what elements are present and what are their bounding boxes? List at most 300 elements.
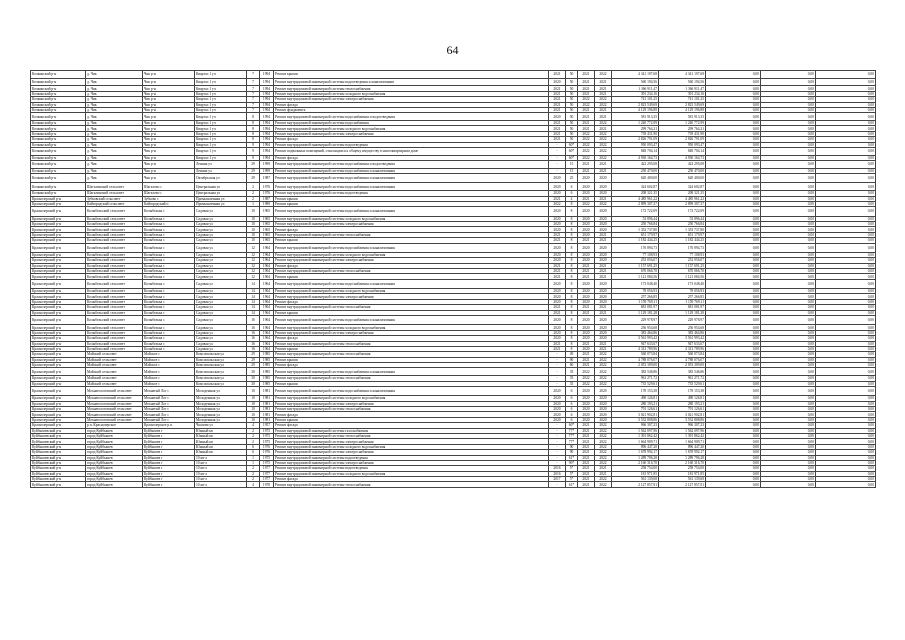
table-cell: 0,00: [706, 401, 761, 406]
table-cell: 8: [566, 289, 578, 294]
table-cell: 0,00: [706, 407, 761, 412]
table-cell: Садовая ул: [195, 258, 247, 263]
table-cell: 8: [566, 341, 578, 346]
table-cell: 0,00: [761, 142, 816, 147]
table-cell: 2021: [578, 78, 595, 86]
table-cell: 1981: [260, 386, 274, 395]
table-cell: 1977: [260, 471, 274, 476]
table-cell: 1987: [260, 196, 274, 201]
table-cell: Ремонт внутридомовой инженерной системы электроснабжения: [274, 460, 549, 465]
table-cell: 50: [566, 86, 578, 91]
table-cell: город Куйбышев: [86, 471, 143, 476]
table-cell: Майское с: [143, 363, 195, 368]
table-cell: 670 066,70: [612, 269, 659, 274]
table-cell: Ремонт внутридомовой инженерной системы теплоснабжения: [274, 305, 549, 310]
table-cell: д. Чик: [86, 174, 143, 183]
table-cell: 0,00: [761, 243, 816, 252]
table-cell: 0,00: [816, 305, 876, 310]
table-cell: Ремонт внутридомовой инженерной системы холодного водоснабжения: [274, 216, 549, 221]
table-cell: 0,00: [706, 450, 761, 455]
table-cell: Садовая ул: [195, 227, 247, 232]
table-cell: Садовая ул: [195, 252, 247, 257]
table-cell: Мохнатый Лог с: [143, 396, 195, 401]
table-cell: 8: [566, 252, 578, 257]
table-cell: 29: [247, 363, 260, 368]
table-cell: 50: [566, 113, 578, 121]
table-cell: Куйбышев г: [143, 466, 195, 471]
table-cell: 14: [247, 299, 260, 304]
table-cell: 90: [566, 357, 578, 362]
table-cell: 2021: [549, 232, 566, 237]
table-cell: Квартал 1 уч: [195, 113, 247, 121]
table-cell: 0,00: [706, 305, 761, 310]
table-cell: 0,00: [761, 107, 816, 112]
table-cell: 176 894,73: [612, 243, 659, 252]
table-cell: 12: [247, 269, 260, 274]
table-cell: 0,00: [816, 227, 876, 232]
table-cell: Кочкинский р-н: [31, 131, 86, 136]
table-cell: 1965: [260, 216, 274, 221]
table-cell: Чик р-н: [143, 113, 195, 121]
table-cell: 0,00: [816, 155, 876, 160]
table-cell: 250 766,84: [612, 221, 659, 226]
table-cell: 0,00: [706, 131, 761, 136]
table-cell: 1985: [260, 376, 274, 381]
table-cell: 0,00: [816, 310, 876, 315]
table-cell: Чик р-н: [143, 97, 195, 102]
table-cell: 14: [247, 279, 260, 288]
table-cell: 16: [247, 336, 260, 341]
table-cell: 1994: [260, 147, 274, 155]
table-cell: 1964: [260, 289, 274, 294]
table-cell: 2021: [595, 305, 612, 310]
table-cell: 0,00: [706, 368, 761, 376]
table-cell: 561 139,68: [659, 477, 706, 482]
table-cell: 2016: [549, 466, 566, 471]
table-cell: 1964: [260, 299, 274, 304]
table-cell: Ремонт внутридомовой инженерной системы водоснабжения и канализования: [274, 183, 549, 191]
table-cell: Колыбельский сельсовет: [86, 258, 143, 263]
table-cell: 0,00: [761, 305, 816, 310]
table-cell: Ремонт фасада: [274, 227, 549, 232]
table-cell: Ремонт внутридомовой инженерной системы водоснабжения и канализования: [274, 243, 549, 252]
table-cell: Южный кв: [195, 433, 247, 438]
table-cell: 178 153,38: [612, 386, 659, 395]
table-cell: 8: [566, 346, 578, 351]
table-cell: -: [549, 450, 566, 455]
table-cell: 1964: [260, 305, 274, 310]
table-cell: 29: [247, 352, 260, 357]
table-cell: 8: [566, 336, 578, 341]
table-cell: 2021: [549, 263, 566, 268]
table-cell: 2020: [595, 258, 612, 263]
table-cell: 0,00: [816, 341, 876, 346]
table-cell: Чик р-н: [143, 137, 195, 142]
table-cell: 2022: [595, 444, 612, 449]
table-cell: Краснозерский р-н: [31, 221, 86, 226]
table-cell: 0,00: [761, 155, 816, 160]
table-cell: 8: [566, 325, 578, 330]
table-cell: 620 400,00: [659, 174, 706, 183]
table-cell: Краснозерский р-н: [31, 401, 86, 406]
table-cell: 10: [247, 227, 260, 232]
table-cell: 0,00: [816, 471, 876, 476]
table-cell: Квартал 1 уч: [195, 155, 247, 160]
table-cell: Комсомольская ул: [195, 357, 247, 362]
table-cell: 0,00: [816, 433, 876, 438]
table-cell: 1981: [260, 417, 274, 422]
table-cell: Мохнатый Лог с: [143, 407, 195, 412]
table-cell: 258 754,00: [612, 466, 659, 471]
table-cell: -: [549, 455, 566, 460]
table-cell: 6: [566, 401, 578, 406]
table-cell: д. Чик: [86, 155, 143, 160]
table-cell: Кочкинский р-н: [31, 107, 86, 112]
table-cell: Ремонт внутридомовой инженерной системы холодного водоснабжения: [274, 252, 549, 257]
table-cell: 10: [247, 386, 260, 395]
table-cell: Колыбелька с: [143, 310, 195, 315]
table-cell: 2020: [578, 207, 595, 216]
table-cell: Чик р-н: [143, 155, 195, 160]
table-cell: Колыбельский сельсовет: [86, 346, 143, 351]
table-cell: 0,00: [761, 201, 816, 206]
table-cell: 16: [247, 341, 260, 346]
table-cell: Краснозерский р-н: [31, 316, 86, 325]
table-cell: 0,00: [706, 423, 761, 428]
table-cell: -: [549, 155, 566, 160]
table-cell: Садовая ул: [195, 269, 247, 274]
table-cell: Шагалово с: [143, 183, 195, 191]
table-cell: Колыбельский сельсовет: [86, 232, 143, 237]
table-cell: 2022: [595, 477, 612, 482]
table-cell: Ремонт внутридомовой инженерной системы холодного водоснабжения: [274, 396, 549, 401]
table-cell: 2020: [578, 232, 595, 237]
table-cell: Садовая ул: [195, 232, 247, 237]
table-cell: 1: [247, 201, 260, 206]
table-cell: Колыбелька с: [143, 316, 195, 325]
table-cell: Чик р-н: [143, 102, 195, 107]
table-cell: Ремонт крыши: [274, 357, 549, 362]
table-cell: 1 353 737,80: [659, 227, 706, 232]
table-cell: Молодежная ул: [195, 396, 247, 401]
table-cell: Октябрьская ул: [195, 174, 247, 183]
table-cell: Колыбелька с: [143, 252, 195, 257]
table-cell: Колыбелька с: [143, 279, 195, 288]
table-cell: 1964: [260, 263, 274, 268]
table-cell: 2022: [595, 376, 612, 381]
table-cell: 2020: [578, 386, 595, 395]
table-cell: 2022: [595, 71, 612, 79]
table-cell: Квартал 1 уч: [195, 78, 247, 86]
table-cell: 2022: [595, 97, 612, 102]
table-cell: 0,00: [816, 407, 876, 412]
table-cell: 2021: [549, 71, 566, 79]
table-cell: 16: [247, 316, 260, 325]
table-cell: 10 кв-л: [195, 466, 247, 471]
table-cell: 0,00: [816, 368, 876, 376]
table-cell: 60*: [566, 423, 578, 428]
table-cell: 0,00: [706, 107, 761, 112]
table-cell: 4 930 164,73: [612, 155, 659, 160]
table-cell: 1 562 097,96: [612, 428, 659, 433]
table-row: [31, 113, 876, 121]
table-cell: 2: [247, 439, 260, 444]
table-cell: 50: [566, 131, 578, 136]
table-cell: Куйбышевский р-н: [31, 471, 86, 476]
table-cell: 8: [247, 126, 260, 131]
table-cell: 2 127 857,91: [659, 482, 706, 487]
table-cell: 61*: [566, 482, 578, 487]
table-cell: Колыбелька с: [143, 289, 195, 294]
table-cell: Садовая ул: [195, 330, 247, 335]
table-cell: 2020: [595, 386, 612, 395]
table-cell: 0,00: [706, 412, 761, 417]
table-cell: 0,00: [706, 168, 761, 173]
table-cell: 4 313 789,96: [612, 346, 659, 351]
table-cell: Краснозерское р.п.: [143, 423, 195, 428]
table-cell: 0,00: [706, 232, 761, 237]
table-cell: 258 754,00: [659, 466, 706, 471]
table-cell: 2020: [549, 183, 566, 191]
table-cell: Садовая ул: [195, 263, 247, 268]
table-cell: 172 722,09: [659, 207, 706, 216]
table-cell: 490 126,81: [612, 396, 659, 401]
table-cell: 10: [247, 238, 260, 243]
table-cell: 0,00: [706, 417, 761, 422]
table-cell: 0,00: [761, 207, 816, 216]
table-cell: Ремонт фасада: [274, 412, 549, 417]
table-cell: Краснозерский р-н: [31, 423, 86, 428]
table-cell: 2017: [549, 477, 566, 482]
table-cell: 0,00: [761, 439, 816, 444]
table-cell: 10 кв-л: [195, 482, 247, 487]
table-cell: д. Чик: [86, 161, 143, 169]
table-cell: 391 234,16: [659, 91, 706, 96]
table-cell: Колыбелька с: [143, 216, 195, 221]
table-cell: 0,00: [706, 147, 761, 155]
table-cell: 8: [566, 201, 578, 206]
table-cell: Ремонт внутридомовой инженерной системы холодного водоснабжения: [274, 91, 549, 96]
table-cell: Колыбельский сельсовет: [86, 294, 143, 299]
table-cell: 3 021 902,81: [612, 412, 659, 417]
table-cell: 0,00: [706, 428, 761, 433]
table-cell: 2021: [595, 161, 612, 169]
table-cell: 2021: [595, 466, 612, 471]
table-cell: 2021: [549, 131, 566, 136]
table-cell: Колыбелька с: [143, 221, 195, 226]
table-cell: 0,00: [816, 174, 876, 183]
table-cell: Краснозерский р-н: [31, 252, 86, 257]
table-cell: Колыбельский сельсовет: [86, 227, 143, 232]
table-cell: 0,00: [816, 196, 876, 201]
table-cell: 0,00: [706, 336, 761, 341]
table-cell: 0,00: [761, 401, 816, 406]
table-cell: 383 546,86: [659, 368, 706, 376]
table-cell: 0,00: [706, 227, 761, 232]
table-cell: Ремонт внутридомовой инженерной системы теплоснабжения: [274, 86, 549, 91]
table-cell: Молодежная ул: [195, 401, 247, 406]
table-cell: 0,00: [816, 191, 876, 196]
table-cell: 2020: [578, 191, 595, 196]
table-cell: 2021: [578, 168, 595, 173]
table-cell: 1994: [260, 91, 274, 96]
table-cell: 2022: [578, 147, 595, 155]
table-cell: Садовая ул: [195, 289, 247, 294]
table-cell: 0,00: [816, 423, 876, 428]
table-cell: 208 321,35: [612, 191, 659, 196]
table-cell: Майское с: [143, 381, 195, 386]
table-cell: 2021: [595, 78, 612, 86]
table-cell: 0,00: [706, 137, 761, 142]
table-cell: 2: [247, 466, 260, 471]
table-cell: 961 271,72: [659, 376, 706, 381]
table-cell: 6: [566, 407, 578, 412]
table-cell: 0,00: [706, 102, 761, 107]
table-cell: 1965: [260, 227, 274, 232]
table-cell: 8: [566, 269, 578, 274]
table-cell: 50: [566, 121, 578, 126]
table-cell: Колыбелька с: [143, 341, 195, 346]
table-cell: 0,00: [816, 316, 876, 325]
table-cell: 299 764,21: [659, 126, 706, 131]
table-cell: 2020: [578, 299, 595, 304]
table-cell: 50: [566, 126, 578, 131]
table-cell: 7: [247, 107, 260, 112]
table-cell: 0,00: [816, 336, 876, 341]
table-row: [31, 78, 876, 86]
table-cell: город Куйбышев: [86, 450, 143, 455]
table-cell: Чик р-н: [143, 78, 195, 86]
table-cell: 30: [247, 376, 260, 381]
table-cell: 2020: [595, 396, 612, 401]
table-cell: 0,00: [816, 107, 876, 112]
table-cell: Квартал 1 уч: [195, 147, 247, 155]
table-cell: 1985: [260, 381, 274, 386]
table-cell: Майский сельсовет: [86, 368, 143, 376]
table-cell: 0,00: [816, 482, 876, 487]
table-cell: 257 266,85: [612, 294, 659, 299]
table-cell: д. Чик: [86, 102, 143, 107]
table-cell: Краснозерский р-н: [31, 363, 86, 368]
table-cell: 0,00: [816, 86, 876, 91]
table-cell: 1: [247, 455, 260, 460]
table-cell: 1985: [260, 368, 274, 376]
table-cell: Кочкинский р-н: [31, 142, 86, 147]
table-cell: Колыбельский сельсовет: [86, 325, 143, 330]
table-cell: 2020: [578, 252, 595, 257]
table-cell: 8: [247, 113, 260, 121]
table-cell: 1 353 737,80: [612, 227, 659, 232]
table-cell: 0,00: [816, 460, 876, 465]
table-cell: 0,00: [761, 352, 816, 357]
table-cell: 2021: [549, 346, 566, 351]
table-cell: 1 240 772,99: [659, 121, 706, 126]
table-cell: Колыбельский сельсовет: [86, 252, 143, 257]
table-cell: Садовая ул: [195, 346, 247, 351]
table-cell: 2020: [595, 243, 612, 252]
table-cell: Краснозерский р-н: [31, 381, 86, 386]
table-cell: 2020: [595, 401, 612, 406]
table-cell: 1965: [260, 221, 274, 226]
table-cell: 1964: [260, 341, 274, 346]
table-cell: 848 704,14: [612, 147, 659, 155]
table-cell: 16: [247, 330, 260, 335]
table-cell: 651 179,97: [659, 232, 706, 237]
table-cell: Кочкинский р-н: [31, 155, 86, 160]
table-cell: Чик р-н: [143, 126, 195, 131]
table-cell: 1994: [260, 107, 274, 112]
table-cell: 0,00: [816, 439, 876, 444]
table-cell: 0,00: [706, 439, 761, 444]
table-cell: Мохнатологовский сельсовет: [86, 396, 143, 401]
table-cell: Садовая ул: [195, 316, 247, 325]
table-cell: 0,00: [816, 396, 876, 401]
table-cell: 2 823 549,69: [612, 102, 659, 107]
table-cell: 2021: [595, 263, 612, 268]
table-cell: 0,00: [816, 455, 876, 460]
table-cell: 0,00: [706, 191, 761, 196]
table-cell: 12: [247, 263, 260, 268]
table-cell: 735 529,61: [659, 381, 706, 386]
table-cell: 1975: [260, 428, 274, 433]
table-cell: 1957: [260, 423, 274, 428]
table-cell: Краснозерский р-н: [31, 368, 86, 376]
table-cell: 0,00: [706, 121, 761, 126]
table-cell: 2020: [578, 325, 595, 330]
table-cell: 4 485 961,22: [659, 196, 706, 201]
table-cell: 10 кв-л: [195, 477, 247, 482]
table-cell: Куйбышев г: [143, 455, 195, 460]
table-cell: Кочкинский р-н: [31, 121, 86, 126]
table-cell: д. Чик: [86, 91, 143, 96]
table-cell: 848 704,14: [659, 147, 706, 155]
table-cell: 1 391 862,42: [612, 433, 659, 438]
table-cell: 8: [566, 294, 578, 299]
table-cell: 10: [247, 396, 260, 401]
table-cell: 2 826 791,09: [612, 137, 659, 142]
table-cell: Куйбышев г: [143, 439, 195, 444]
table-cell: 1: [247, 460, 260, 465]
table-cell: Чик р-н: [143, 107, 195, 112]
table-cell: 1 240 772,99: [612, 121, 659, 126]
table-cell: 2022: [578, 97, 595, 102]
table-cell: 0,00: [761, 466, 816, 471]
table-cell: 9: [247, 142, 260, 147]
table-cell: 0,00: [706, 316, 761, 325]
table-cell: Краснозерский р-н: [31, 352, 86, 357]
table-cell: Колыбельский сельсовет: [86, 330, 143, 335]
table-cell: 6: [247, 450, 260, 455]
table-cell: 1 289 796,28: [612, 455, 659, 460]
table-cell: 0,00: [761, 183, 816, 191]
table-cell: 2021: [578, 352, 595, 357]
table-cell: 2: [247, 477, 260, 482]
table-cell: Краснозерский р-н: [31, 386, 86, 395]
table-cell: д. Чик: [86, 71, 143, 79]
table-cell: 2021: [578, 423, 595, 428]
table-cell: Краснозерский р-н: [31, 263, 86, 268]
table-cell: 2021: [595, 86, 612, 91]
table-cell: 2020: [595, 294, 612, 299]
table-cell: 2 899 307,37: [612, 201, 659, 206]
table-cell: 1964: [260, 279, 274, 288]
table-cell: Кочкинский р-н: [31, 137, 86, 142]
table-cell: 0,00: [816, 376, 876, 381]
table-cell: 0,00: [761, 428, 816, 433]
table-cell: Колыбельский сельсовет: [86, 279, 143, 288]
table-cell: 2020: [595, 417, 612, 422]
table-cell: 1981: [260, 396, 274, 401]
